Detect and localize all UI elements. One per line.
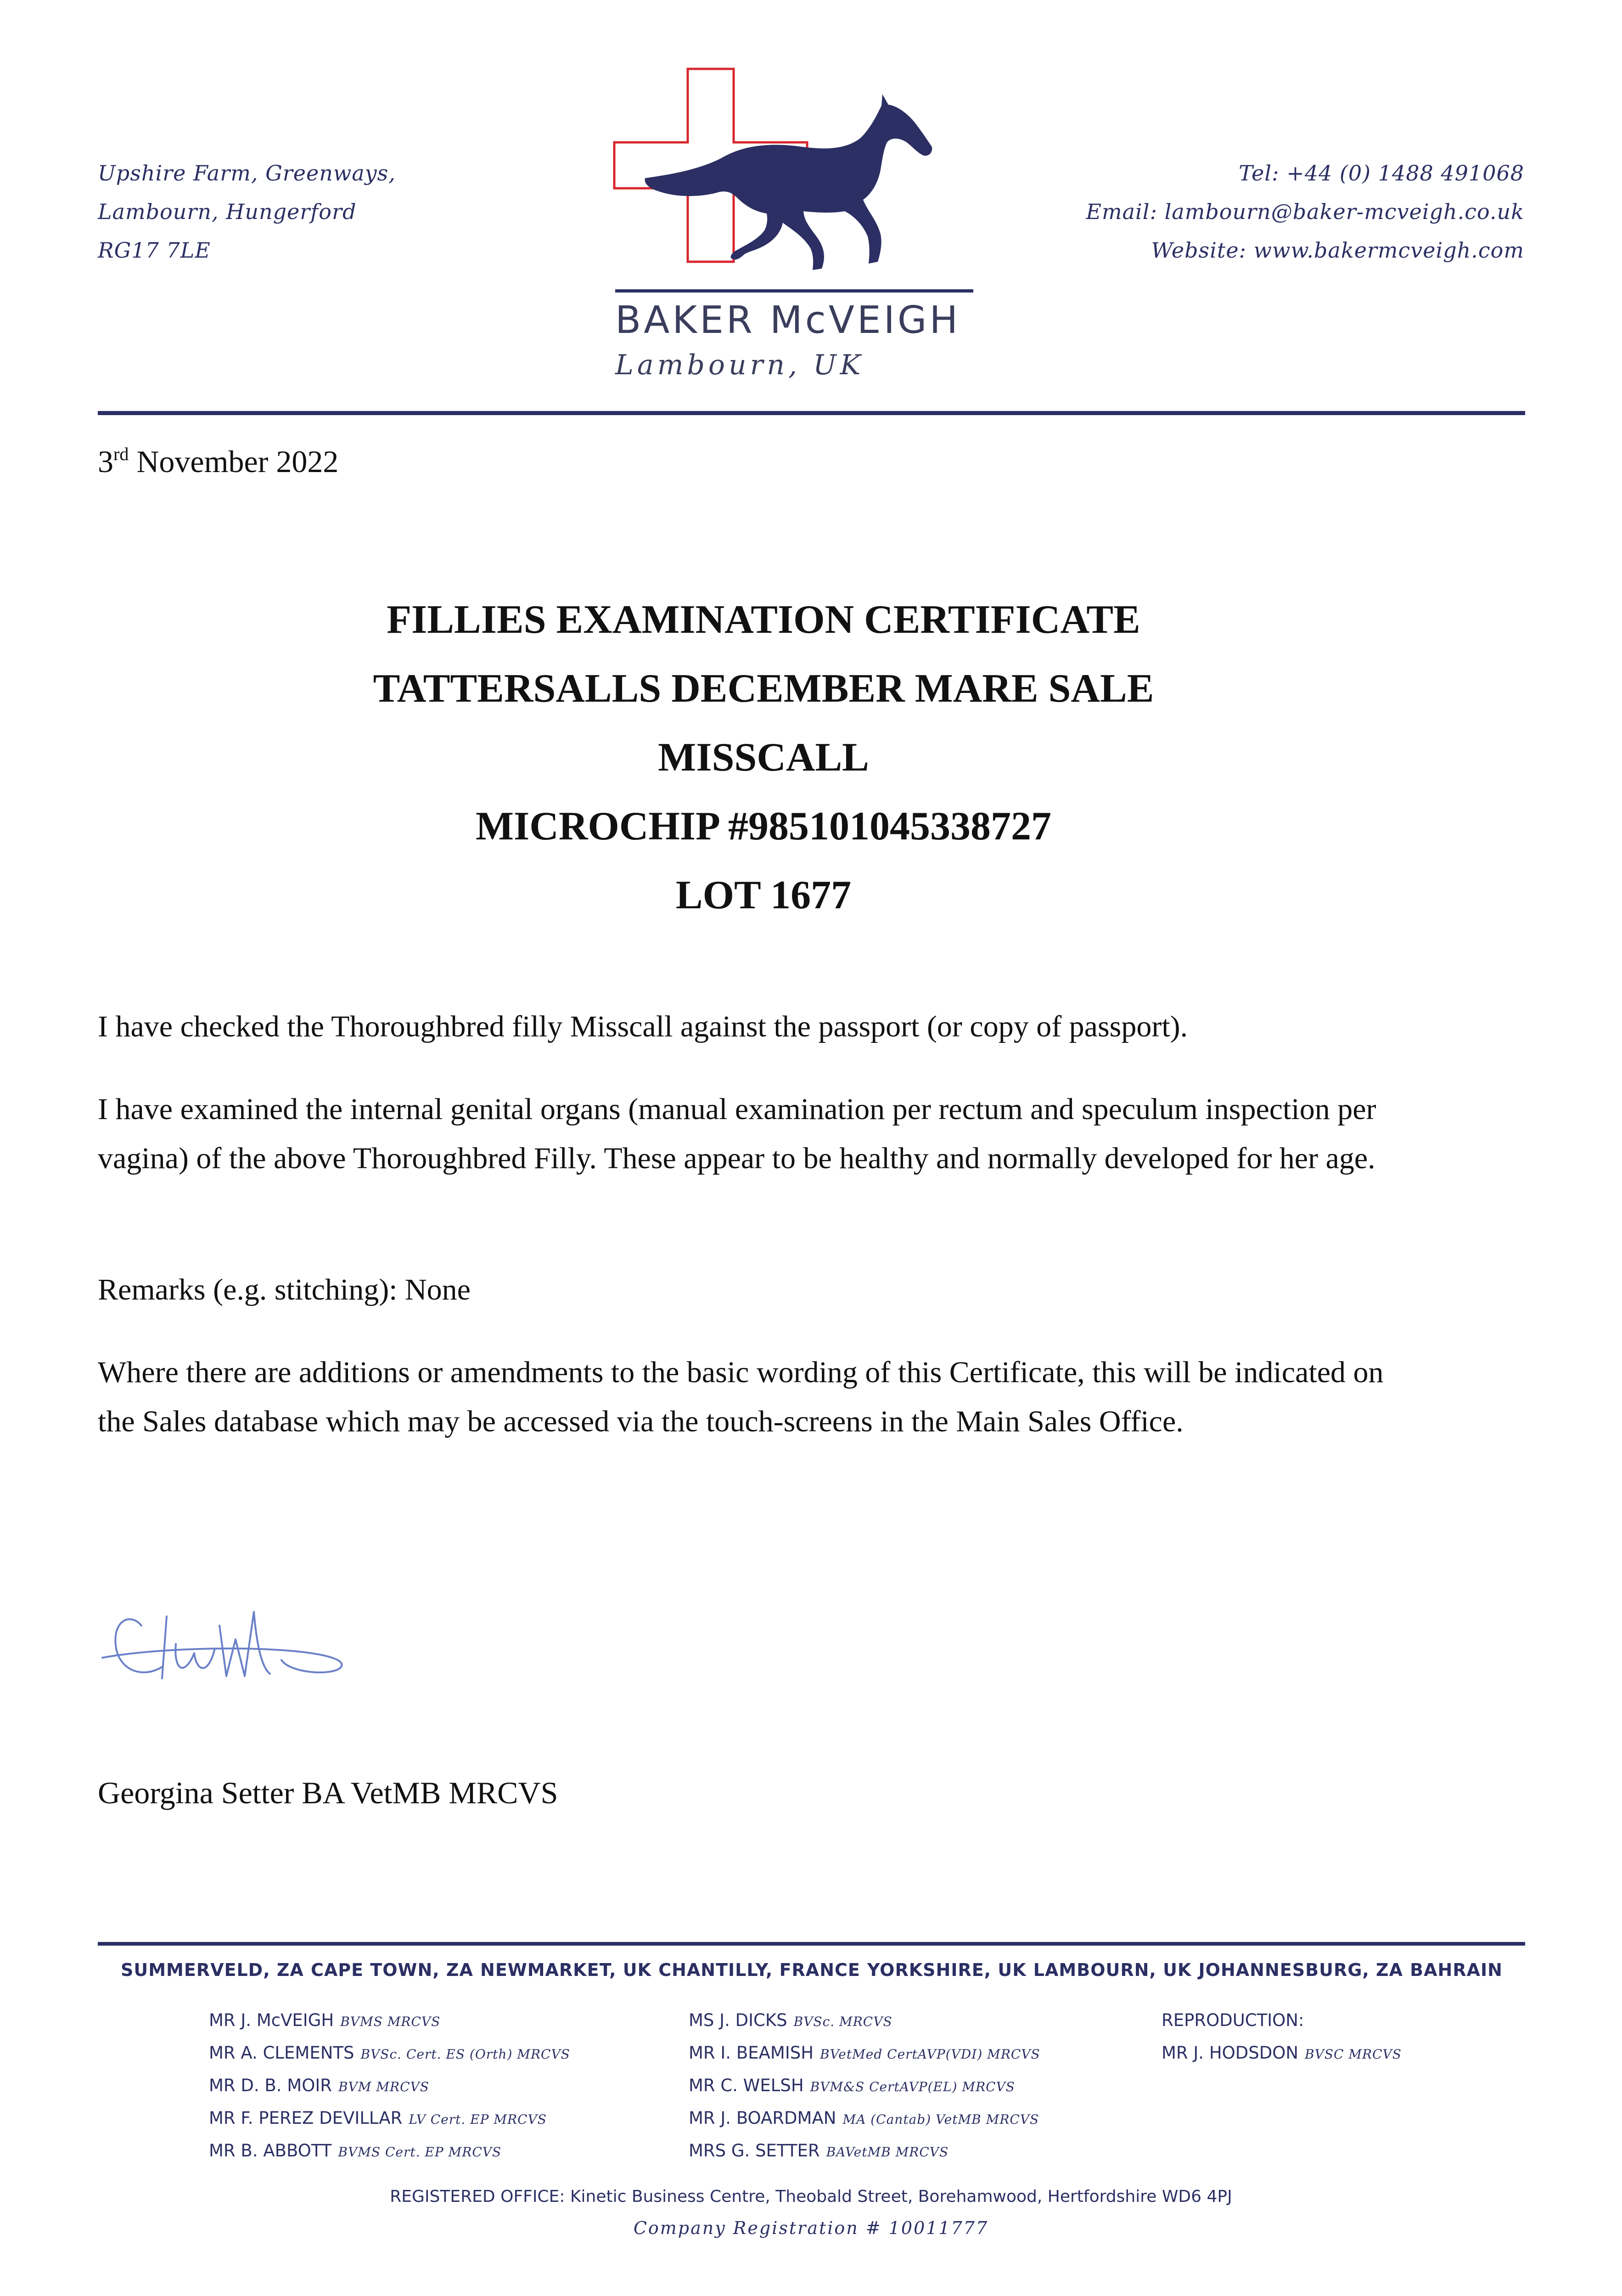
staff-member: MR B. ABBOTT BVMS Cert. EP MRCVS — [209, 2141, 502, 2161]
remarks-paragraph: Remarks (e.g. stitching): None — [98, 1273, 471, 1306]
office-locations — [121, 1960, 1503, 1980]
amendments-paragraph: Where there are additions or amendments to the basic wording of this Certificate, this will be indicated on the Sales database which may be accessed via the touch-screens in the Main Sales Office. — [98, 1356, 1384, 1438]
title-line: MISSCALL — [658, 735, 869, 780]
passport-check-paragraph: I have checked the Thoroughbred filly Misscall against the passport (or copy of passport). — [98, 1010, 1188, 1043]
staff-member: MRS G. SETTER BAVetMB MRCVS — [689, 2141, 949, 2161]
location-item: CAPE TOWN, ZA — [310, 1960, 473, 1980]
staff-member: MR J. BOARDMAN MA (Cantab) VetMB MRCVS — [689, 2108, 1039, 2128]
location-item: CHANTILLY, FRANCE — [658, 1960, 860, 1980]
header-divider — [98, 411, 1525, 415]
staff-member: MR F. PEREZ DEVILLAR LV Cert. EP MRCVS — [209, 2108, 547, 2128]
contact-email: Email: lambourn@baker-mcveigh.co.uk — [1086, 199, 1524, 224]
company-address — [98, 154, 511, 270]
title-line: MICROCHIP #985101045338727 — [476, 804, 1051, 849]
location-item: SUMMERVELD, ZA — [121, 1960, 304, 1980]
handwritten-signature-icon — [98, 1598, 364, 1704]
title-line: LOT 1677 — [675, 873, 852, 917]
title-line: TATTERSALLS DECEMBER MARE SALE — [373, 666, 1154, 711]
location-item: LAMBOURN, UK — [1033, 1960, 1192, 1980]
logo-underline — [615, 289, 973, 293]
company-logo — [606, 60, 973, 390]
logo-location: Lambourn, UK — [615, 349, 864, 381]
location-item: NEWMARKET, UK — [480, 1960, 652, 1980]
staff-list-3 — [1162, 2010, 1402, 2076]
location-item: YORKSHIRE, UK — [867, 1960, 1027, 1980]
title-line: FILLIES EXAMINATION CERTIFICATE — [387, 597, 1140, 642]
horse-cross-logo-icon — [606, 60, 973, 298]
address-line: Upshire Farm, Greenways, — [98, 161, 396, 186]
location-item: JOHANNESBURG, ZA — [1198, 1960, 1403, 1980]
staff-member: MR D. B. MOIR BVM MRCVS — [209, 2076, 429, 2095]
staff-list-2 — [689, 2010, 1040, 2173]
document-date: 3rd November 2022 — [98, 444, 339, 479]
staff-member: MR C. WELSH BVM&S CertAVP(EL) MRCVS — [689, 2076, 1015, 2095]
certificate-title — [98, 585, 1429, 930]
staff-member: MR A. CLEMENTS BVSc. Cert. ES (Orth) MRCVS — [209, 2043, 570, 2063]
staff-member: MR J. McVEIGH BVMS MRCVS — [209, 2010, 441, 2030]
company-contact — [1019, 154, 1524, 270]
staff-member: MR J. HODSDON BVSC MRCVS — [1162, 2043, 1402, 2063]
signatory-name: Georgina Setter BA VetMB MRCVS — [98, 1775, 558, 1810]
examination-paragraph: I have examined the internal genital organs (manual examination per rectum and speculum inspection per vagina) of the above Thoroughbred Filly. These appear to be healthy and normally developed for her age. — [98, 1092, 1376, 1175]
location-item: BAHRAIN — [1410, 1960, 1503, 1980]
address-line: Lambourn, Hungerford — [98, 199, 357, 224]
staff-member: MR I. BEAMISH BVetMed CertAVP(VDI) MRCVS — [689, 2043, 1040, 2063]
contact-phone: Tel: +44 (0) 1488 491068 — [1239, 161, 1524, 186]
company-registration: Company Registration # 10011777 — [633, 2218, 989, 2238]
staff-list-1 — [209, 2010, 570, 2173]
address-line: RG17 7LE — [98, 238, 211, 263]
registered-office: REGISTERED OFFICE: Kinetic Business Centre, Theobald Street, Borehamwood, Hertfordshire WD6 4PJ — [390, 2187, 1232, 2206]
contact-website: Website: www.bakermcveigh.com — [1151, 238, 1524, 263]
reproduction-heading: REPRODUCTION: — [1162, 2010, 1304, 2030]
logo-company-name: BAKER McVEIGH — [615, 298, 961, 342]
staff-member: MS J. DICKS BVSc. MRCVS — [689, 2010, 892, 2030]
footer-divider — [98, 1942, 1525, 1946]
